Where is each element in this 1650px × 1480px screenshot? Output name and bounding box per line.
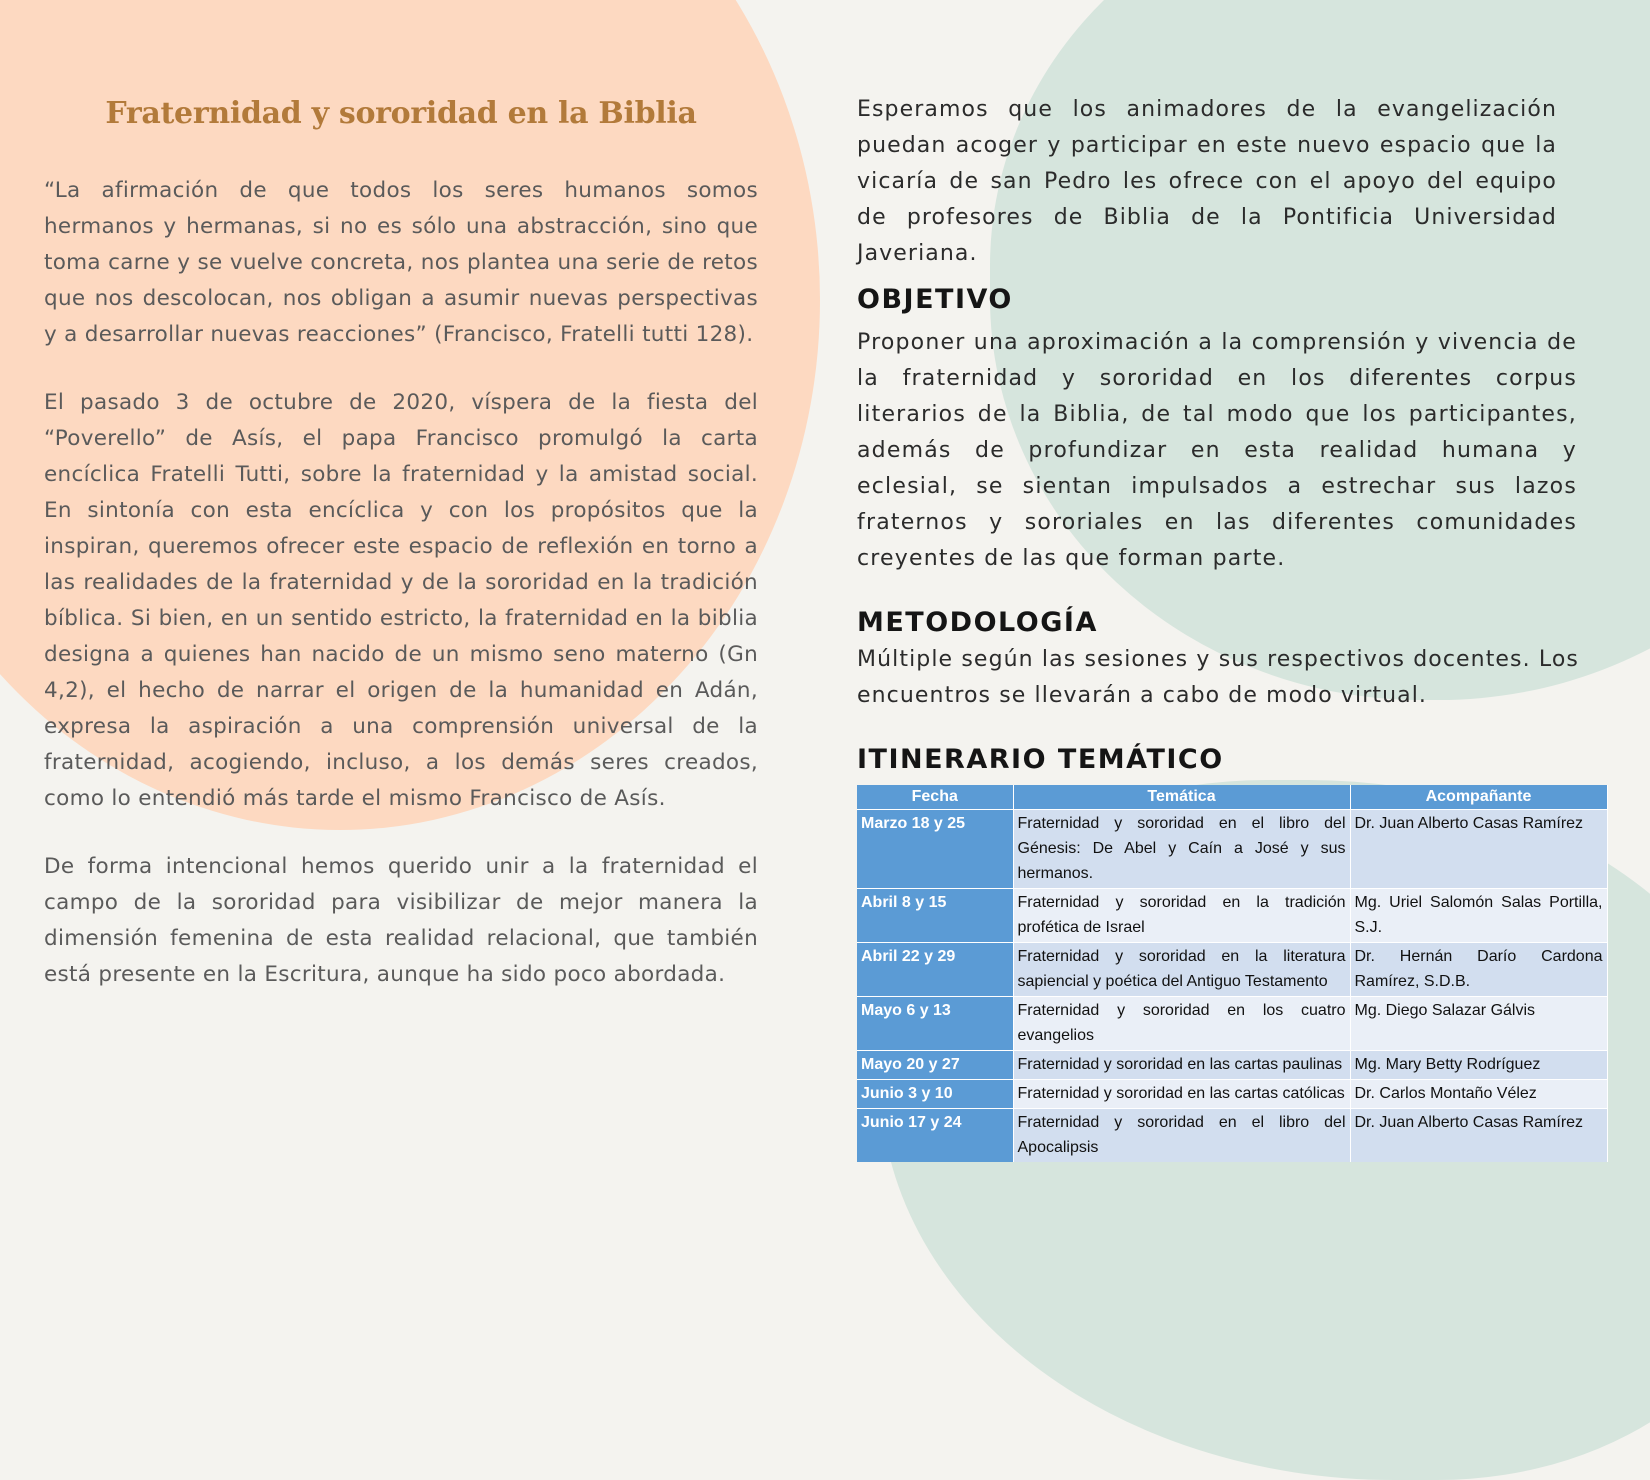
- context-paragraph: El pasado 3 de octubre de 2020, víspera de la fiesta del “Poverello” de Asís, el papa Francisco promulgó la carta encíclica Fratelli Tutti, sobre la fraternidad y la amistad social. En sintonía con esta encíclica y con los propósitos que la inspiran, queremos ofrecer este espacio de reflexión en torno a las realidades de la fraternidad y de la sororidad en la tradición bíblica. Si bien, en un sentido estricto, la fraternidad en la biblia designa a quienes han nacido de un mismo seno materno (Gn 4,2), el hecho de narrar el origen de la humanidad en Adán, expresa la aspiración a una comprensión universal de la fraternidad, acogiendo, incluso, a los demás seres creados, como lo entendió más tarde el mismo Francisco de Asís.: [44, 390, 758, 811]
- intention-paragraph: De forma intencional hemos querido unir a la fraternidad el campo de la sororidad para visibilizar de mejor manera la dimensión femenina de esta realidad relacional, que también está presente en la Escritura, aunque ha sido poco abordada.: [44, 854, 758, 987]
- cell-acompanante: Mg. Diego Salazar Gálvis: [1350, 997, 1607, 1051]
- cell-fecha: Mayo 6 y 13: [857, 997, 1013, 1051]
- header-fecha: Fecha: [857, 785, 1013, 810]
- objetivo-heading: OBJETIVO: [857, 284, 1013, 315]
- cell-tematica: Fraternidad y sororidad en la tradición profética de Israel: [1013, 889, 1350, 943]
- table-row: [857, 997, 1607, 1051]
- table-header-row: [857, 785, 1607, 810]
- cell-fecha: Abril 22 y 29: [857, 943, 1013, 997]
- table-row: [857, 1109, 1607, 1163]
- table-row: [857, 943, 1607, 997]
- page-title: Fraternidad y sororidad en la Biblia: [105, 96, 697, 131]
- intro-paragraph: Esperamos que los animadores de la evangelización puedan acoger y participar en este nuevo espacio que la vicaría de san Pedro les ofrece con el apoyo del equipo de profesores de Biblia de la Pontificia Universidad Javeriana.: [857, 97, 1557, 266]
- right-column: [857, 92, 1603, 1162]
- objetivo-paragraph: Proponer una aproximación a la comprensión y vivencia de la fraternidad y sororidad en los diferentes corpus literarios de la Biblia, de tal modo que los participantes, además de profundizar en esta realidad humana y eclesial, se sientan impulsados a estrechar sus lazos fraternos y sororiales en las diferentes comunidades creyentes de las que forman parte.: [857, 330, 1577, 571]
- cell-acompanante: Dr. Juan Alberto Casas Ramírez: [1350, 810, 1607, 889]
- table-row: [857, 1051, 1607, 1080]
- metodologia-heading: METODOLOGÍA: [857, 607, 1098, 638]
- header-acompanante: Acompañante: [1350, 785, 1607, 810]
- cell-tematica: Fraternidad y sororidad en el libro del Génesis: De Abel y Caín a José y sus hermanos.: [1013, 810, 1350, 889]
- cell-acompanante: Dr. Juan Alberto Casas Ramírez: [1350, 1109, 1607, 1163]
- cell-tematica: Fraternidad y sororidad en las cartas católicas: [1013, 1080, 1350, 1109]
- cell-fecha: Junio 3 y 10: [857, 1080, 1013, 1109]
- table-row: [857, 810, 1607, 889]
- cell-tematica: Fraternidad y sororidad en el libro del Apocalipsis: [1013, 1109, 1350, 1163]
- cell-acompanante: Mg. Uriel Salomón Salas Portilla, S.J.: [1350, 889, 1607, 943]
- table-row: [857, 889, 1607, 943]
- itinerary-table: [857, 785, 1608, 1162]
- cell-fecha: Abril 8 y 15: [857, 889, 1013, 943]
- header-tematica: Temática: [1013, 785, 1350, 810]
- cell-fecha: Junio 17 y 24: [857, 1109, 1013, 1163]
- cell-fecha: Mayo 20 y 27: [857, 1051, 1013, 1080]
- left-column: [44, 96, 758, 1025]
- cell-tematica: Fraternidad y sororidad en la literatura sapiencial y poética del Antiguo Testamento: [1013, 943, 1350, 997]
- cell-fecha: Marzo 18 y 25: [857, 810, 1013, 889]
- metodologia-paragraph: Múltiple según las sesiones y sus respectivos docentes. Los encuentros se llevarán a cabo de modo virtual.: [857, 647, 1579, 708]
- cell-acompanante: Dr. Carlos Montaño Vélez: [1350, 1080, 1607, 1109]
- itinerario-heading: ITINERARIO TEMÁTICO: [857, 744, 1224, 775]
- quote-paragraph: “La afirmación de que todos los seres humanos somos hermanos y hermanas, si no es sólo una abstracción, sino que toma carne y se vuelve concreta, nos plantea una serie de retos que nos descolocan, nos obligan a asumir nuevas perspectivas y a desarrollar nuevas reacciones” (Francisco, Fratelli tutti 128).: [44, 178, 758, 347]
- cell-acompanante: Dr. Hernán Darío Cardona Ramírez, S.D.B.: [1350, 943, 1607, 997]
- cell-tematica: Fraternidad y sororidad en los cuatro evangelios: [1013, 997, 1350, 1051]
- cell-acompanante: Mg. Mary Betty Rodríguez: [1350, 1051, 1607, 1080]
- cell-tematica: Fraternidad y sororidad en las cartas paulinas: [1013, 1051, 1350, 1080]
- table-row: [857, 1080, 1607, 1109]
